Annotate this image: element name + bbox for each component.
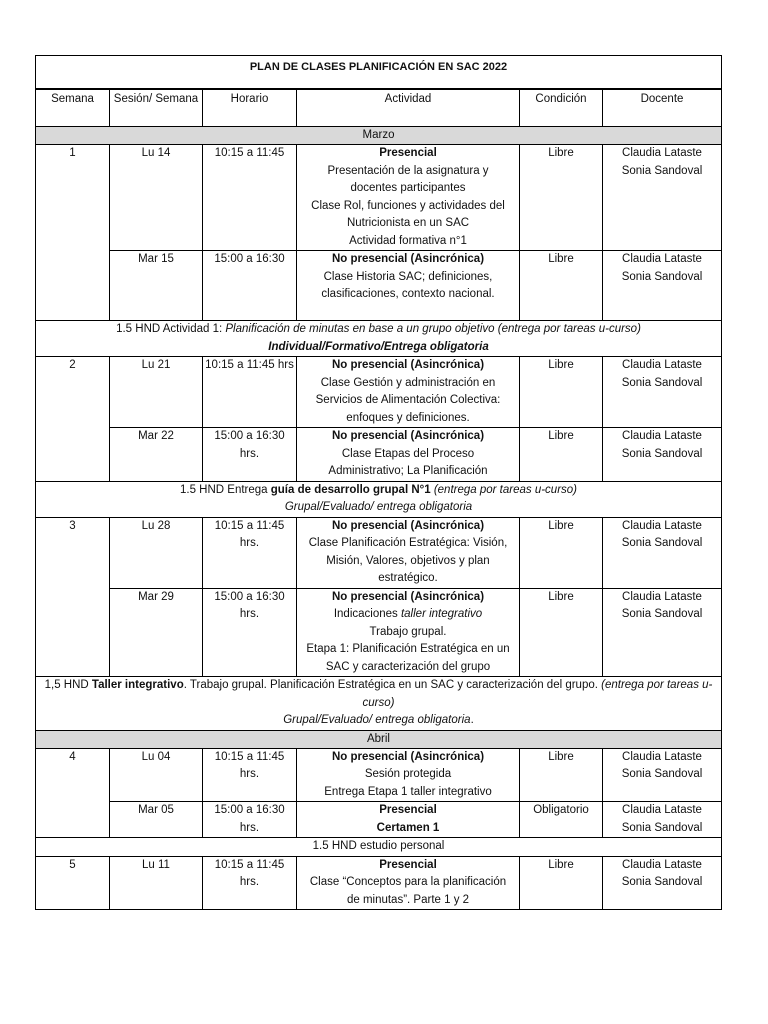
actividad-cell — [297, 517, 520, 588]
page-title: PLAN DE CLASES PLANIFICACIÓN EN SAC 2022 — [35, 55, 722, 89]
modalidad: Presencial — [379, 858, 437, 871]
modalidad: No presencial (Asincrónica) — [331, 430, 485, 442]
semana-cell: 5 — [36, 856, 110, 910]
header-docente: Docente — [603, 90, 722, 127]
modalidad: No presencial (Asincrónica) — [331, 253, 485, 265]
docente-name: Claudia Lataste — [622, 147, 702, 159]
note-text: . Trabajo grupal. Planificación Estratégica en un SAC y caracterización del grupo. — [183, 679, 602, 691]
detalle-line: Clase Gestión y administración en — [320, 376, 496, 389]
condicion-cell: Libre — [520, 588, 603, 677]
actividad-cell — [297, 357, 520, 428]
table-row — [36, 517, 722, 588]
header-sesion: Sesión/ Semana — [110, 90, 203, 127]
docente-name: Sonia Sandoval — [621, 447, 703, 460]
actividad-cell — [297, 428, 520, 482]
sesion-cell: Mar 29 — [110, 588, 203, 677]
sesion-cell: Mar 15 — [110, 251, 203, 321]
horario-cell: 15:00 a 16:30 hrs. — [203, 588, 297, 677]
horario-cell: 10:15 a 11:45 — [203, 145, 297, 251]
sesion-cell: Mar 05 — [110, 802, 203, 838]
detalle-line: Misión, Valores, objetivos y plan — [326, 554, 490, 567]
detalle-line: Clase Historia SAC; definiciones, — [323, 270, 493, 283]
condicion-cell: Libre — [520, 145, 603, 251]
detalle-line: Etapa 1: Planificación Estratégica en un — [306, 643, 510, 655]
actividad-cell — [297, 802, 520, 838]
horario-cell: 15:00 a 16:30 — [203, 251, 297, 321]
note-row — [36, 321, 722, 357]
docente-cell — [603, 748, 722, 802]
note-row — [36, 481, 722, 517]
horario-cell: 15:00 a 16:30 hrs. — [203, 428, 297, 482]
semana-cell: 1 — [36, 145, 110, 321]
note-cell — [36, 481, 722, 517]
condicion-cell: Libre — [520, 428, 603, 482]
document — [35, 55, 722, 910]
table-row — [36, 588, 722, 677]
modalidad: No presencial (Asincrónica) — [331, 590, 485, 603]
detalle-line: Clase Etapas del Proceso — [341, 447, 475, 460]
sesion-cell: Mar 22 — [110, 428, 203, 482]
note-bold: guía de desarrollo grupal N°1 — [270, 483, 431, 496]
note-cell: 1.5 HND estudio personal — [36, 838, 722, 857]
detalle-prefix: Indicaciones — [333, 608, 401, 620]
docente-cell — [603, 517, 722, 588]
modalidad: No presencial (Asincrónica) — [331, 750, 485, 763]
note-prefix: 1.5 HND Actividad 1: — [116, 323, 226, 335]
docente-cell — [603, 588, 722, 677]
table-row — [36, 856, 722, 910]
table-row — [36, 802, 722, 838]
horario-cell: 15:00 a 16:30 hrs. — [203, 802, 297, 838]
docente-cell — [603, 856, 722, 910]
note-line2: Individual/Formativo/Entrega obligatoria — [268, 340, 489, 353]
header-condicion: Condición — [520, 90, 603, 127]
docente-cell — [603, 357, 722, 428]
docente-name: Sonia Sandoval — [621, 164, 703, 177]
actividad-cell — [297, 145, 520, 251]
month-label: Abril — [36, 730, 722, 748]
docente-name: Sonia Sandoval — [621, 876, 703, 888]
docente-name: Sonia Sandoval — [621, 537, 703, 549]
detalle-line: estratégico. — [378, 572, 438, 584]
docente-name: Sonia Sandoval — [621, 270, 703, 283]
modalidad-2: Certamen 1 — [376, 821, 440, 834]
docente-name: Sonia Sandoval — [621, 376, 703, 389]
sesion-cell: Lu 14 — [110, 145, 203, 251]
note-bold: Taller integrativo — [91, 679, 184, 691]
semana-cell: 4 — [36, 748, 110, 838]
docente-name: Sonia Sandoval — [621, 768, 703, 780]
actividad-cell — [297, 251, 520, 321]
condicion-cell: Libre — [520, 357, 603, 428]
detalle-line: enfoques y definiciones. — [346, 411, 470, 424]
sesion-cell: Lu 28 — [110, 517, 203, 588]
docente-name: Claudia Lataste — [622, 858, 702, 871]
note-line2: Grupal/Evaluado/ entrega obligatoria — [283, 714, 471, 726]
horario-cell: 10:15 a 11:45 hrs — [203, 357, 297, 428]
actividad-cell — [297, 588, 520, 677]
note-cell — [36, 677, 722, 731]
detalle-line: docentes participantes — [350, 182, 466, 194]
month-row-marzo — [36, 127, 722, 145]
docente-cell — [603, 802, 722, 838]
detalle-line: Entrega Etapa 1 taller integrativo — [324, 785, 492, 798]
modalidad: No presencial (Asincrónica) — [331, 359, 485, 371]
detalle-line: Clase Planificación Estratégica: Visión, — [308, 537, 508, 549]
table-row — [36, 748, 722, 802]
docente-name: Claudia Lataste — [622, 590, 702, 603]
detalle-line: Nutricionista en un SAC — [346, 217, 470, 229]
modalidad: Presencial — [379, 804, 437, 816]
docente-name: Claudia Lataste — [622, 750, 702, 763]
condicion-cell: Libre — [520, 748, 603, 802]
schedule-table — [35, 89, 722, 910]
header-row — [36, 90, 722, 127]
semana-cell: 3 — [36, 517, 110, 677]
detalle-line: Sesión protegida — [364, 768, 452, 780]
note-cell — [36, 321, 722, 357]
table-row — [36, 251, 722, 321]
sesion-cell: Lu 11 — [110, 856, 203, 910]
actividad-cell — [297, 748, 520, 802]
note-prefix: 1.5 HND Entrega — [179, 483, 271, 496]
docente-cell — [603, 428, 722, 482]
note-line2-suffix: . — [470, 714, 474, 726]
header-horario: Horario — [203, 90, 297, 127]
docente-name: Claudia Lataste — [622, 253, 702, 265]
month-row-abril — [36, 730, 722, 748]
detalle-line: Presentación de la asignatura y — [327, 164, 489, 177]
note-italic: (entrega por tareas u-curso) — [362, 679, 713, 709]
note-line2: Grupal/Evaluado/ entrega obligatoria — [284, 501, 473, 513]
condicion-cell: Libre — [520, 856, 603, 910]
note-italic: (entrega por tareas u-curso) — [430, 483, 578, 496]
condicion-cell: Libre — [520, 251, 603, 321]
sesion-cell: Lu 21 — [110, 357, 203, 428]
month-label: Marzo — [36, 127, 722, 145]
docente-name: Claudia Lataste — [622, 804, 702, 816]
detalle-line: clasificaciones, contexto nacional. — [321, 288, 495, 300]
detalle-line: SAC y caracterización del grupo — [325, 660, 491, 673]
table-row — [36, 428, 722, 482]
note-row — [36, 677, 722, 731]
horario-cell: 10:15 a 11:45 hrs. — [203, 856, 297, 910]
modalidad: Presencial — [379, 147, 437, 159]
condicion-cell: Libre — [520, 517, 603, 588]
docente-name: Claudia Lataste — [622, 359, 702, 371]
detalle-line: Clase Rol, funciones y actividades del — [311, 199, 505, 212]
modalidad: No presencial (Asincrónica) — [331, 519, 485, 532]
note-prefix: 1,5 HND — [44, 679, 92, 691]
condicion-cell: Obligatorio — [520, 802, 603, 838]
detalle-line: Administrativo; La Planificación — [328, 465, 488, 477]
note-row — [36, 838, 722, 857]
detalle-line: Clase “Conceptos para la planificación — [309, 876, 507, 888]
sesion-cell: Lu 04 — [110, 748, 203, 802]
semana-cell: 2 — [36, 357, 110, 482]
actividad-cell — [297, 856, 520, 910]
table-row — [36, 357, 722, 428]
detalle-line: Trabajo grupal. — [369, 625, 447, 638]
detalle-italic: taller integrativo — [400, 608, 483, 620]
docente-name: Sonia Sandoval — [621, 821, 703, 834]
docente-cell — [603, 145, 722, 251]
docente-name: Claudia Lataste — [622, 519, 702, 532]
horario-cell: 10:15 a 11:45 hrs. — [203, 517, 297, 588]
note-italic: Planificación de minutas en base a un grupo objetivo (entrega por tareas u-curso) — [225, 323, 641, 335]
detalle-line: Actividad formativa n°1 — [349, 234, 467, 247]
header-actividad: Actividad — [297, 90, 520, 127]
docente-cell — [603, 251, 722, 321]
docente-name: Claudia Lataste — [622, 430, 702, 442]
detalle-line: Servicios de Alimentación Colectiva: — [315, 394, 501, 406]
docente-name: Sonia Sandoval — [621, 608, 703, 620]
horario-cell: 10:15 a 11:45 hrs. — [203, 748, 297, 802]
detalle-line: de minutas”. Parte 1 y 2 — [346, 893, 470, 906]
table-row — [36, 145, 722, 251]
header-semana: Semana — [36, 90, 110, 127]
